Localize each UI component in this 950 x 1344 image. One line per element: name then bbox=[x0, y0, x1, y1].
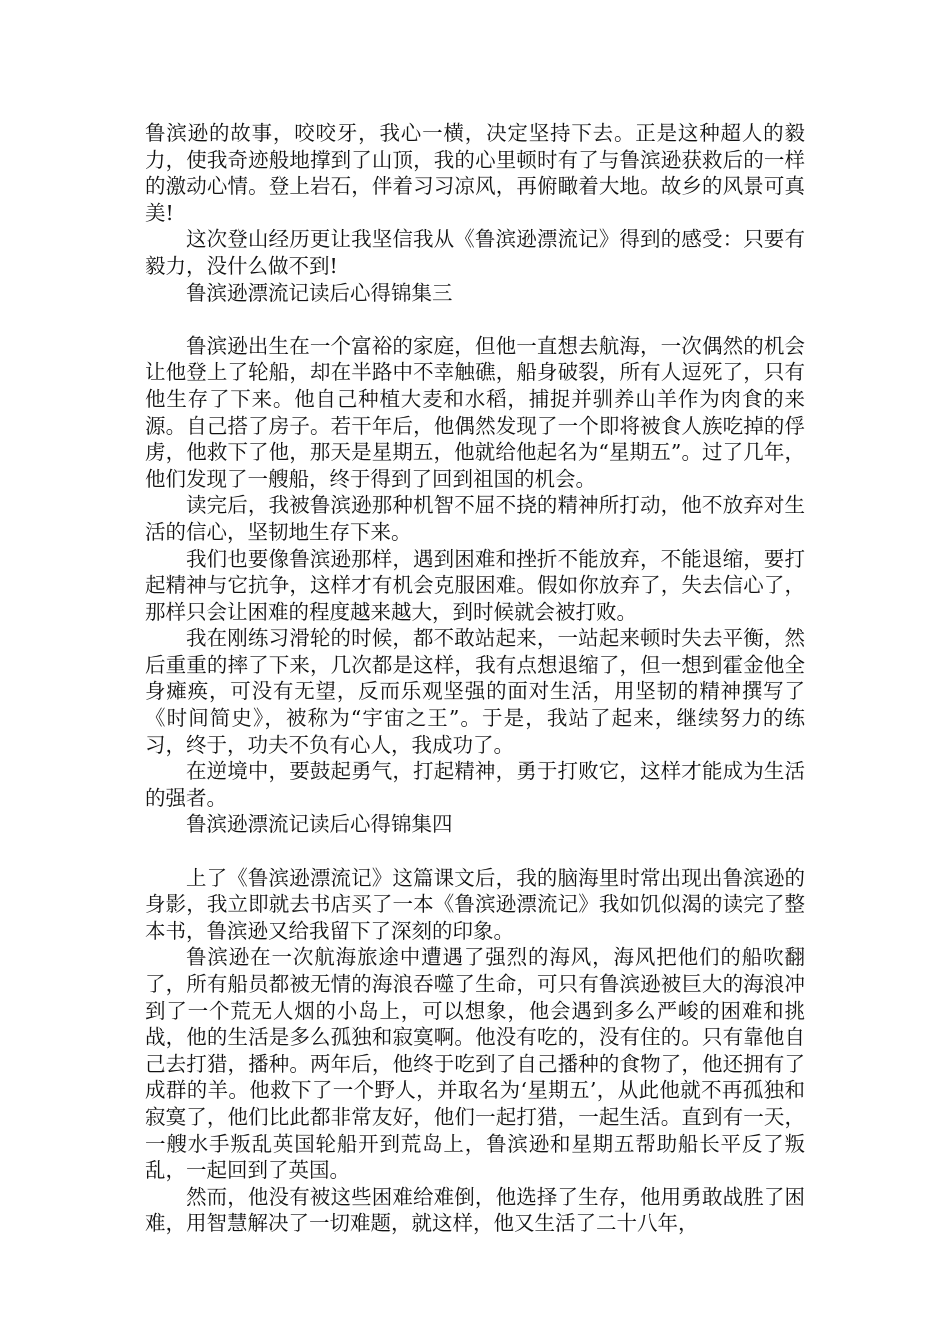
blank-line bbox=[145, 838, 805, 865]
paragraph: 上了《鲁滨逊漂流记》这篇课文后，我的脑海里时常出现出鲁滨逊的身影，我立即就去书店买了一本《鲁滨逊漂流记》我如饥似渴的读完了整本书，鲁滨逊又给我留下了深刻的印象。 bbox=[145, 865, 805, 943]
paragraph: 我们也要像鲁滨逊那样，遇到困难和挫折不能放弃，不能退缩，要打起精神与它抗争，这样才有机会克服困难。假如你放弃了，失去信心了，那样只会让困难的程度越来越大，到时候就会被打败。 bbox=[145, 546, 805, 624]
paragraph: 读完后，我被鲁滨逊那种机智不屈不挠的精神所打动，他不放弃对生活的信心，坚韧地生存下来。 bbox=[145, 493, 805, 544]
section-heading: 鲁滨逊漂流记读后心得锦集四 bbox=[186, 812, 453, 837]
blank-line bbox=[145, 306, 805, 333]
paragraph: 鲁滨逊在一次航海旅途中遭遇了强烈的海风，海风把他们的船吹翻了，所有船员都被无情的海浪吞噬了生命，可只有鲁滨逊被巨大的海浪冲到了一个荒无人烟的小岛上，可以想象，他会遇到多么严峻的困难和挑战，他的生活是多么孤独和寂寞啊。他没有吃的，没有住的。只有靠他自己去打猎，播种。两年后，他终于吃到了自己播种的食物了，他还拥有了成群的羊。他救下了一个野人，并取名为‘星期五’，从此他就不再孤独和寂寞了，他们比此都非常友好，他们一起打猎，一起生活。直到有一天，一艘水手叛乱英国轮船开到荒岛上，鲁滨逊和星期五帮助船长平反了叛乱，一起回到了英国。 bbox=[145, 945, 805, 1183]
paragraph: 然而，他没有被这些困难给难倒，他选择了生存，他用勇敢战胜了困难，用智慧解决了一切难题，就这样，他又生活了二十八年， bbox=[145, 1184, 805, 1236]
paragraph: 鲁滨逊的故事，咬咬牙，我心一横，决定坚持下去。正是这种超人的毅力，使我奇迹般地撑到了山顶，我的心里顿时有了与鲁滨逊获救后的一样的激动心情。登上岩石，伴着习习凉风，再俯瞰着大地。故乡的风景可真美! bbox=[145, 121, 805, 225]
section-heading: 鲁滨逊漂流记读后心得锦集三 bbox=[186, 280, 453, 305]
paragraph: 这次登山经历更让我坚信我从《鲁滨逊漂流记》得到的感受：只要有毅力，没什么做不到! bbox=[145, 227, 805, 278]
paragraph: 我在刚练习滑轮的时候，都不敢站起来，一站起来顿时失去平衡，然后重重的摔了下来，几次都是这样，我有点想退缩了，但一想到霍金他全身瘫痪，可没有无望，反而乐观坚强的面对生活，用坚韧的精神撰写了《时间简史》，被称为“宇宙之王”。于是，我站了起来，继续努力的练习，终于，功夫不负有心人，我成功了。 bbox=[145, 626, 805, 757]
paragraph: 在逆境中，要鼓起勇气，打起精神，勇于打败它，这样才能成为生活的强者。 bbox=[145, 759, 805, 810]
document-body bbox=[145, 120, 805, 1237]
paragraph: 鲁滨逊出生在一个富裕的家庭，但他一直想去航海，一次偶然的机会让他登上了轮船，却在半路中不幸触礁，船身破裂，所有人逗死了，只有他生存了下来。他自己种植大麦和水稻，捕捉并驯养山羊作为肉食的来源。自己搭了房子。若干年后，他偶然发现了一个即将被食人族吃掉的俘虏，他救下了他，那天是星期五，他就给他起名为“星期五”。过了几年，他们发现了一艘船，终于得到了回到祖国的机会。 bbox=[145, 333, 805, 491]
